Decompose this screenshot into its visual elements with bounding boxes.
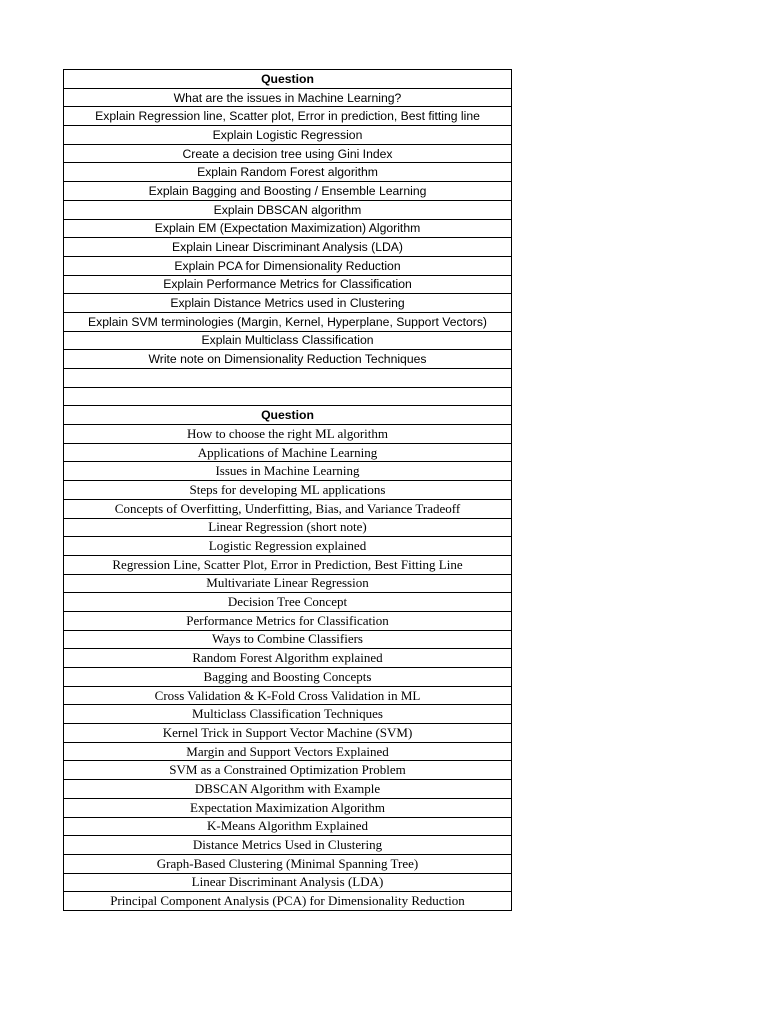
table-row: Graph-Based Clustering (Minimal Spanning Tree) xyxy=(64,855,511,874)
table-row: Write note on Dimensionality Reduction Techniques xyxy=(64,350,511,369)
table-row: Regression Line, Scatter Plot, Error in Prediction, Best Fitting Line xyxy=(64,556,511,575)
blank-row xyxy=(64,388,511,407)
blank-row xyxy=(64,369,511,388)
table-row: Explain EM (Expectation Maximization) Algorithm xyxy=(64,220,511,239)
table-row: Create a decision tree using Gini Index xyxy=(64,145,511,164)
table-row: Decision Tree Concept xyxy=(64,593,511,612)
table-row: Explain Logistic Regression xyxy=(64,126,511,145)
table-row: Linear Discriminant Analysis (LDA) xyxy=(64,874,511,893)
table-row: Explain Distance Metrics used in Clustering xyxy=(64,294,511,313)
table-row: K-Means Algorithm Explained xyxy=(64,818,511,837)
table-row: Cross Validation & K-Fold Cross Validation in ML xyxy=(64,687,511,706)
table-row: DBSCAN Algorithm with Example xyxy=(64,780,511,799)
table-row: Multiclass Classification Techniques xyxy=(64,705,511,724)
table-row: Multivariate Linear Regression xyxy=(64,575,511,594)
table-row: Logistic Regression explained xyxy=(64,537,511,556)
table-row: What are the issues in Machine Learning? xyxy=(64,89,511,108)
table-row: Linear Regression (short note) xyxy=(64,519,511,538)
table-row: SVM as a Constrained Optimization Problem xyxy=(64,761,511,780)
table-row: Bagging and Boosting Concepts xyxy=(64,668,511,687)
table-row: Issues in Machine Learning xyxy=(64,462,511,481)
table-b-header: Question xyxy=(64,406,511,425)
table-row: Explain Linear Discriminant Analysis (LDA) xyxy=(64,238,511,257)
table-row: Explain SVM terminologies (Margin, Kernel, Hyperplane, Support Vectors) xyxy=(64,313,511,332)
table-row: How to choose the right ML algorithm xyxy=(64,425,511,444)
table-row: Explain Performance Metrics for Classification xyxy=(64,276,511,295)
table-row: Explain Bagging and Boosting / Ensemble Learning xyxy=(64,182,511,201)
table-row: Concepts of Overfitting, Underfitting, Bias, and Variance Tradeoff xyxy=(64,500,511,519)
table-row: Explain DBSCAN algorithm xyxy=(64,201,511,220)
question-sheet xyxy=(63,69,512,911)
table-row: Expectation Maximization Algorithm xyxy=(64,799,511,818)
table-row: Steps for developing ML applications xyxy=(64,481,511,500)
table-a-body xyxy=(64,89,511,369)
table-row: Kernel Trick in Support Vector Machine (SVM) xyxy=(64,724,511,743)
table-row: Explain Multiclass Classification xyxy=(64,332,511,351)
table-b-body xyxy=(64,425,511,911)
table-row: Explain Regression line, Scatter plot, Error in prediction, Best fitting line xyxy=(64,107,511,126)
table-row: Explain Random Forest algorithm xyxy=(64,163,511,182)
table-row: Performance Metrics for Classification xyxy=(64,612,511,631)
table-row: Ways to Combine Classifiers xyxy=(64,631,511,650)
table-row: Applications of Machine Learning xyxy=(64,444,511,463)
table-row: Explain PCA for Dimensionality Reduction xyxy=(64,257,511,276)
table-row: Random Forest Algorithm explained xyxy=(64,649,511,668)
table-row: Principal Component Analysis (PCA) for Dimensionality Reduction xyxy=(64,892,511,911)
table-row: Margin and Support Vectors Explained xyxy=(64,743,511,762)
table-a-header: Question xyxy=(64,70,511,89)
table-row: Distance Metrics Used in Clustering xyxy=(64,836,511,855)
